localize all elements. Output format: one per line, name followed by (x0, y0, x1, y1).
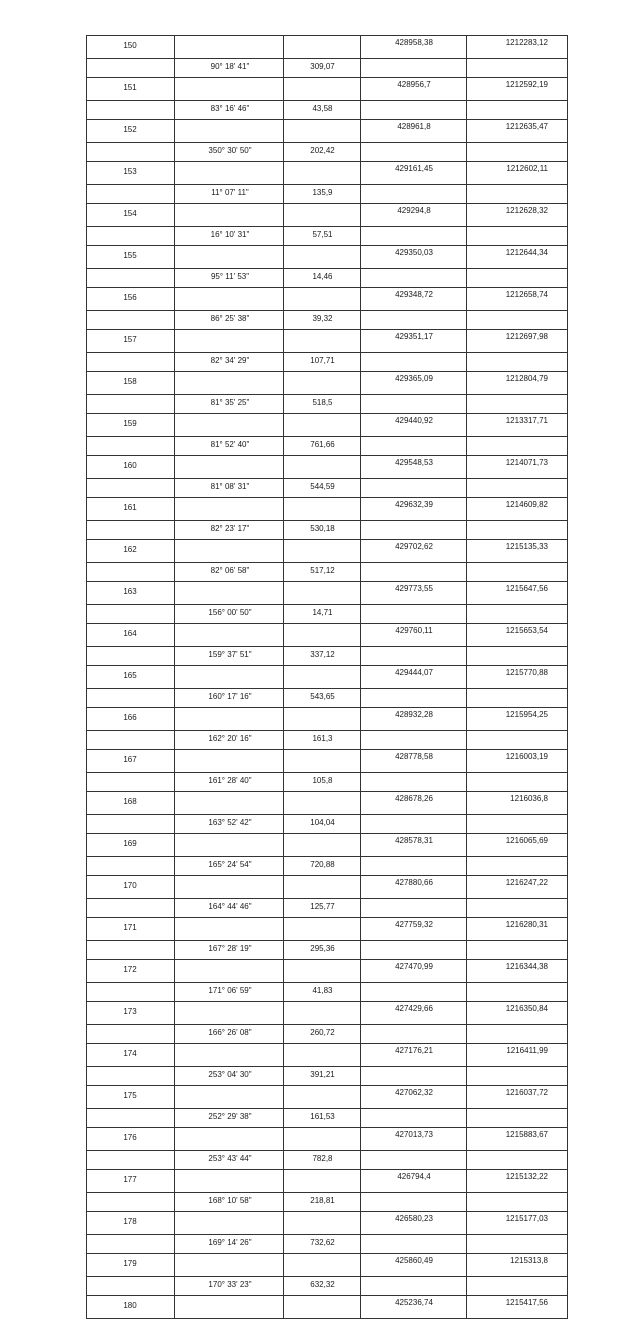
column-border (86, 35, 87, 1319)
point-row (86, 959, 568, 982)
segment-row (86, 100, 568, 119)
point-row (86, 1169, 568, 1192)
point-row (86, 245, 568, 268)
coordinate-x: 428578,31 (395, 836, 433, 845)
coordinate-y: 1214609,82 (505, 500, 548, 509)
coordinate-x: 428961,8 (397, 122, 431, 131)
segment-row (86, 310, 568, 329)
bearing-angle: 95° 11' 53" (210, 272, 250, 281)
point-number: 162 (123, 545, 137, 554)
bearing-angle: 163° 52' 42" (208, 818, 252, 827)
coordinate-y: 1216036,8 (510, 794, 548, 803)
point-number: 170 (123, 881, 137, 890)
point-number: 165 (123, 671, 137, 680)
point-row (86, 287, 568, 310)
segment-length: 43,58 (312, 104, 333, 113)
bearing-angle: 90° 18' 41" (210, 62, 250, 71)
coordinate-x: 429773,55 (395, 584, 433, 593)
coordinate-y: 1215770,88 (505, 668, 548, 677)
point-number: 176 (123, 1133, 137, 1142)
segment-length: 761,66 (310, 440, 335, 449)
coordinate-x: 427880,66 (395, 878, 433, 887)
segment-row (86, 394, 568, 413)
segment-row (86, 142, 568, 161)
coordinate-x: 427176,21 (395, 1046, 433, 1055)
segment-length: 39,32 (312, 314, 333, 323)
segment-length: 161,53 (310, 1112, 335, 1121)
point-number: 160 (123, 461, 137, 470)
coordinate-x: 425860,49 (395, 1256, 433, 1265)
coordinate-x: 427470,99 (395, 962, 433, 971)
coordinate-y: 1216065,69 (505, 836, 548, 845)
column-border (174, 35, 175, 1319)
survey-coordinate-table (86, 35, 568, 1319)
coordinate-x: 427062,32 (395, 1088, 433, 1097)
point-number: 153 (123, 167, 137, 176)
segment-row (86, 604, 568, 623)
segment-length: 530,18 (310, 524, 335, 533)
coordinate-y: 1212804,79 (505, 374, 548, 383)
point-row (86, 665, 568, 688)
bearing-angle: 82° 23' 17" (210, 524, 250, 533)
coordinate-x: 428932,28 (395, 710, 433, 719)
segment-row (86, 856, 568, 875)
coordinate-y: 1215647,56 (505, 584, 548, 593)
column-border (283, 35, 284, 1319)
coordinate-y: 1215177,03 (505, 1214, 548, 1223)
bearing-angle: 83° 16' 46" (210, 104, 250, 113)
coordinate-y: 1212628,32 (505, 206, 548, 215)
segment-length: 41,83 (312, 986, 333, 995)
segment-length: 518,5 (312, 398, 333, 407)
segment-length: 57,51 (312, 230, 333, 239)
coordinate-y: 1214071,73 (505, 458, 548, 467)
coordinate-y: 1215954,25 (505, 710, 548, 719)
point-number: 151 (123, 83, 137, 92)
coordinate-x: 427013,73 (395, 1130, 433, 1139)
segment-length: 337,12 (310, 650, 335, 659)
column-border (567, 35, 568, 1319)
point-row (86, 791, 568, 814)
segment-row (86, 1108, 568, 1127)
point-row (86, 35, 568, 58)
coordinate-y: 1215653,54 (505, 626, 548, 635)
segment-length: 14,71 (312, 608, 333, 617)
segment-row (86, 1024, 568, 1043)
point-number: 150 (123, 41, 137, 50)
coordinate-x: 426580,23 (395, 1214, 433, 1223)
segment-length: 720,88 (310, 860, 335, 869)
segment-length: 125,77 (310, 902, 335, 911)
segment-length: 391,21 (310, 1070, 335, 1079)
segment-length: 104,04 (310, 818, 335, 827)
point-row (86, 203, 568, 226)
segment-row (86, 982, 568, 1001)
point-row (86, 413, 568, 436)
coordinate-x: 428956,7 (397, 80, 431, 89)
point-row (86, 749, 568, 772)
segment-row (86, 1192, 568, 1211)
coordinate-x: 428678,26 (395, 794, 433, 803)
segment-row (86, 58, 568, 77)
point-number: 164 (123, 629, 137, 638)
segment-row (86, 646, 568, 665)
coordinate-x: 429348,72 (395, 290, 433, 299)
point-row (86, 1295, 568, 1318)
segment-row (86, 226, 568, 245)
coordinate-y: 1212283,12 (505, 38, 548, 47)
point-row (86, 833, 568, 856)
point-row (86, 581, 568, 604)
segment-row (86, 1276, 568, 1295)
coordinate-x: 429548,53 (395, 458, 433, 467)
coordinate-x: 429350,03 (395, 248, 433, 257)
segment-length: 309,07 (310, 62, 335, 71)
coordinate-y: 1216344,38 (505, 962, 548, 971)
coordinate-y: 1216280,31 (505, 920, 548, 929)
coordinate-y: 1212592,19 (505, 80, 548, 89)
point-row (86, 875, 568, 898)
coordinate-y: 1215417,56 (505, 1298, 548, 1307)
coordinate-y: 1216411,99 (506, 1046, 548, 1055)
coordinate-x: 427759,32 (395, 920, 433, 929)
coordinate-x: 429444,07 (395, 668, 433, 677)
point-number: 168 (123, 797, 137, 806)
point-number: 169 (123, 839, 137, 848)
segment-row (86, 268, 568, 287)
segment-row (86, 898, 568, 917)
point-row (86, 371, 568, 394)
point-row (86, 1001, 568, 1024)
coordinate-y: 1216003,19 (505, 752, 548, 761)
segment-row (86, 562, 568, 581)
coordinate-x: 429440,92 (395, 416, 433, 425)
segment-row (86, 184, 568, 203)
point-number: 161 (123, 503, 137, 512)
point-number: 175 (123, 1091, 137, 1100)
segment-row (86, 814, 568, 833)
bearing-angle: 161° 28' 40" (208, 776, 252, 785)
point-number: 178 (123, 1217, 137, 1226)
coordinate-x: 429760,11 (395, 626, 433, 635)
bearing-angle: 167° 28' 19" (208, 944, 252, 953)
point-number: 173 (123, 1007, 137, 1016)
segment-length: 732,62 (310, 1238, 335, 1247)
coordinate-x: 429702,62 (395, 542, 433, 551)
segment-length: 782,8 (312, 1154, 333, 1163)
segment-row (86, 1234, 568, 1253)
bearing-angle: 81° 08' 31" (210, 482, 250, 491)
segment-length: 105,8 (312, 776, 333, 785)
segment-row (86, 940, 568, 959)
coordinate-x: 429351,17 (395, 332, 433, 341)
coordinate-x: 425236,74 (395, 1298, 433, 1307)
segment-length: 107,71 (310, 356, 335, 365)
point-number: 154 (123, 209, 137, 218)
coordinate-y: 1215132,22 (505, 1172, 548, 1181)
bearing-angle: 86° 25' 38" (210, 314, 250, 323)
point-number: 179 (123, 1259, 137, 1268)
point-row (86, 707, 568, 730)
bearing-angle: 252° 29' 38" (208, 1112, 252, 1121)
bearing-angle: 350° 30' 50" (208, 146, 252, 155)
segment-length: 202,42 (310, 146, 335, 155)
bearing-angle: 81° 52' 40" (210, 440, 250, 449)
bearing-angle: 164° 44' 46" (208, 902, 252, 911)
point-row (86, 1127, 568, 1150)
coordinate-y: 1216037,72 (505, 1088, 548, 1097)
point-row (86, 539, 568, 562)
bearing-angle: 253° 04' 30" (208, 1070, 252, 1079)
segment-row (86, 478, 568, 497)
coordinate-y: 1216247,22 (505, 878, 548, 887)
point-number: 172 (123, 965, 137, 974)
segment-length: 632,32 (310, 1280, 335, 1289)
coordinate-x: 429632,39 (395, 500, 433, 509)
bearing-angle: 253° 43' 44" (208, 1154, 252, 1163)
coordinate-y: 1212635,47 (505, 122, 548, 131)
bearing-angle: 165° 24' 54" (208, 860, 252, 869)
point-number: 156 (123, 293, 137, 302)
segment-row (86, 352, 568, 371)
point-number: 152 (123, 125, 137, 134)
point-number: 167 (123, 755, 137, 764)
bearing-angle: 166° 26' 08" (208, 1028, 252, 1037)
bearing-angle: 16° 10' 31" (210, 230, 250, 239)
point-number: 158 (123, 377, 137, 386)
point-row (86, 329, 568, 352)
coordinate-x: 428958,38 (395, 38, 433, 47)
segment-row (86, 1150, 568, 1169)
coordinate-y: 1215883,67 (505, 1130, 548, 1139)
bearing-angle: 82° 34' 29" (210, 356, 250, 365)
bearing-angle: 81° 35' 25" (210, 398, 250, 407)
coordinate-y: 1213317,71 (505, 416, 548, 425)
bearing-angle: 82° 06' 58" (210, 566, 250, 575)
bearing-angle: 171° 06' 59" (208, 986, 252, 995)
point-row (86, 497, 568, 520)
segment-length: 295,36 (310, 944, 335, 953)
point-row (86, 1211, 568, 1234)
segment-row (86, 772, 568, 791)
segment-row (86, 688, 568, 707)
coordinate-x: 426794,4 (397, 1172, 431, 1181)
bearing-angle: 160° 17' 16" (208, 692, 252, 701)
segment-row (86, 520, 568, 539)
point-number: 177 (123, 1175, 137, 1184)
point-number: 180 (123, 1301, 137, 1310)
bearing-angle: 156° 00' 50" (208, 608, 252, 617)
bearing-angle: 169° 14' 26" (208, 1238, 252, 1247)
segment-length: 543,65 (310, 692, 335, 701)
segment-row (86, 436, 568, 455)
coordinate-x: 427429,66 (395, 1004, 433, 1013)
coordinate-x: 428778,58 (395, 752, 433, 761)
bearing-angle: 168° 10' 58" (208, 1196, 252, 1205)
column-border (360, 35, 361, 1319)
point-number: 166 (123, 713, 137, 722)
segment-length: 218,81 (310, 1196, 335, 1205)
coordinate-y: 1215135,33 (505, 542, 548, 551)
bearing-angle: 162° 20' 16" (208, 734, 252, 743)
segment-length: 135,9 (312, 188, 333, 197)
point-row (86, 1043, 568, 1066)
segment-length: 544,59 (310, 482, 335, 491)
bearing-angle: 11° 07' 11" (211, 188, 249, 197)
bearing-angle: 170° 33' 23" (208, 1280, 252, 1289)
coordinate-y: 1212658,74 (505, 290, 548, 299)
segment-length: 161,3 (312, 734, 333, 743)
point-number: 174 (123, 1049, 137, 1058)
point-row (86, 623, 568, 646)
segment-length: 517,12 (310, 566, 335, 575)
point-row (86, 119, 568, 142)
point-row (86, 917, 568, 940)
point-row (86, 1253, 568, 1276)
point-number: 159 (123, 419, 137, 428)
point-row (86, 77, 568, 100)
bearing-angle: 159° 37' 51" (208, 650, 252, 659)
coordinate-y: 1212644,34 (505, 248, 548, 257)
segment-row (86, 1066, 568, 1085)
coordinate-y: 1212697,98 (505, 332, 548, 341)
coordinate-x: 429294,8 (397, 206, 431, 215)
coordinate-y: 1212602,11 (506, 164, 548, 173)
segment-row (86, 730, 568, 749)
point-number: 155 (123, 251, 137, 260)
coordinate-y: 1215313,8 (510, 1256, 548, 1265)
segment-length: 14,46 (312, 272, 333, 281)
table-bottom-border (86, 1318, 568, 1319)
point-row (86, 455, 568, 478)
segment-length: 260,72 (310, 1028, 335, 1037)
point-number: 157 (123, 335, 137, 344)
column-border (466, 35, 467, 1319)
coordinate-x: 429161,45 (395, 164, 433, 173)
coordinate-x: 429365,09 (395, 374, 433, 383)
point-row (86, 1085, 568, 1108)
point-number: 163 (123, 587, 137, 596)
point-row (86, 161, 568, 184)
point-number: 171 (123, 923, 137, 932)
coordinate-y: 1216350,84 (505, 1004, 548, 1013)
